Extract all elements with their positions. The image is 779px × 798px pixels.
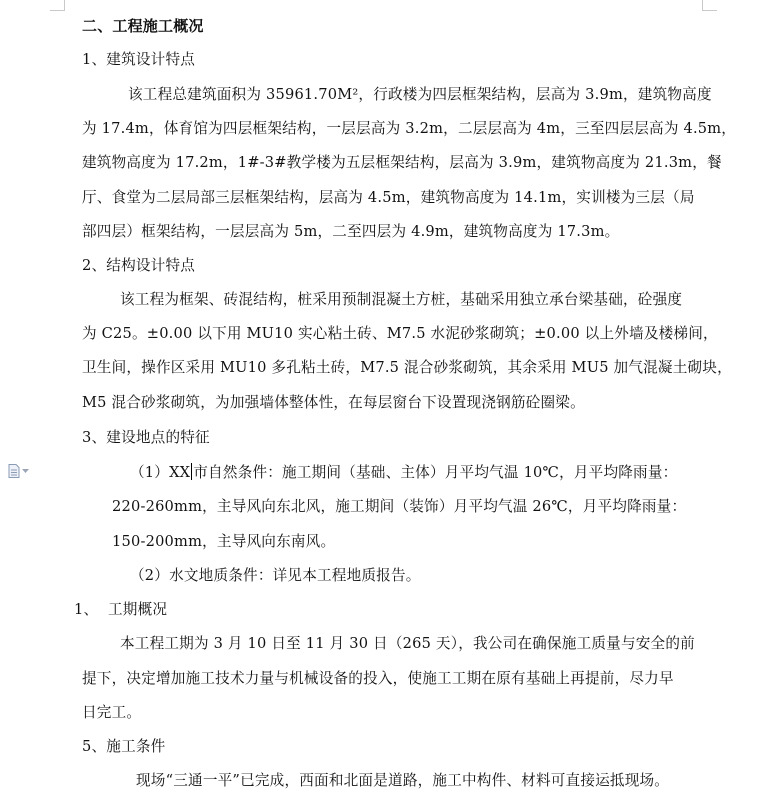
- heading-schedule: 工期概况: [108, 601, 168, 618]
- paragraph-line: 220-260mm，主导风向东北风，施工期间（装饰）月平均气温 26℃，月平均降雨量：: [112, 498, 687, 515]
- paragraph-line: 为 C25。±0.00 以下用 MU10 实心粘土砖、M7.5 水泥砂浆砌筑；±0.00 以上外墙及楼梯间，: [82, 325, 718, 342]
- heading-architecture: 1、建筑设计特点: [82, 51, 196, 68]
- paragraph-line: 部四层）框架结构，一层层高为 5m，二至四层为 4.9m，建筑物高度为 17.3m。: [82, 223, 620, 240]
- text-run: （1）XX: [130, 464, 191, 481]
- paragraph-line: 提下，决定增加施工技术力量与机械设备的投入，使施工工期在原有基础上再提前，尽力早: [82, 670, 674, 687]
- paragraph-line: M5 混合砂浆砌筑，为加强墙体整体性，在每层窗台下设置现浇钢筋砼圈梁。: [82, 394, 585, 411]
- margin-corner-mark-left: [50, 0, 65, 11]
- document-icon[interactable]: [8, 463, 34, 479]
- paragraph-line: 该工程总建筑面积为 35961.70M²，行政楼为四层框架结构，层高为 3.9m，建筑物高度: [128, 86, 712, 103]
- section-title: 二、工程施工概况: [82, 17, 204, 35]
- heading-conditions: 5、施工条件: [82, 738, 166, 755]
- paragraph-line: 卫生间，操作区采用 MU10 多孔粘土砖，M7.5 混合砂浆砌筑，其余采用 MU5 加气混凝土砌块，: [82, 359, 732, 376]
- chevron-down-icon: [22, 469, 29, 474]
- paragraph-line: 日完工。: [82, 704, 142, 721]
- text-run: 市自然条件：施工期间（基础、主体）月平均气温 10℃，月平均降雨量：: [193, 464, 678, 481]
- paragraph-line: 该工程为框架、砖混结构，桩采用预制混凝土方桩，基础采用独立承台梁基础，砼强度: [120, 291, 683, 308]
- paragraph-line: 建筑物高度为 17.2m，1#-3#教学楼为五层框架结构，层高为 3.9m，建筑物高度为 21.3m，餐: [82, 154, 722, 171]
- heading-schedule-number: 1、: [74, 601, 99, 618]
- paragraph-line: 现场“三通一平”已完成，西面和北面是道路，施工中构件、材料可直接运抵现场。: [136, 772, 670, 789]
- heading-structure: 2、结构设计特点: [82, 257, 196, 274]
- paragraph-line: （2）水文地质条件：详见本工程地质报告。: [130, 567, 421, 584]
- paragraph-line[interactable]: [130, 463, 677, 483]
- heading-site: 3、建设地点的特征: [82, 429, 210, 446]
- document-icon-glyph: [8, 464, 20, 478]
- paragraph-line: 本工程工期为 3 月 10 日至 11 月 30 日（265 天），我公司在确保施工质量与安全的前: [120, 635, 695, 652]
- margin-corner-mark-right: [702, 0, 717, 11]
- paragraph-line: 150-200mm，主导风向东南风。: [112, 533, 336, 550]
- paragraph-line: 厅、食堂为二层局部三层框架结构，层高为 4.5m，建筑物高度为 14.1m，实训楼为三层（局: [82, 189, 695, 206]
- paragraph-line: 为 17.4m，体育馆为四层框架结构，一层层高为 3.2m，二层层高为 4m，三至四层层高为 4.5m，: [82, 120, 737, 137]
